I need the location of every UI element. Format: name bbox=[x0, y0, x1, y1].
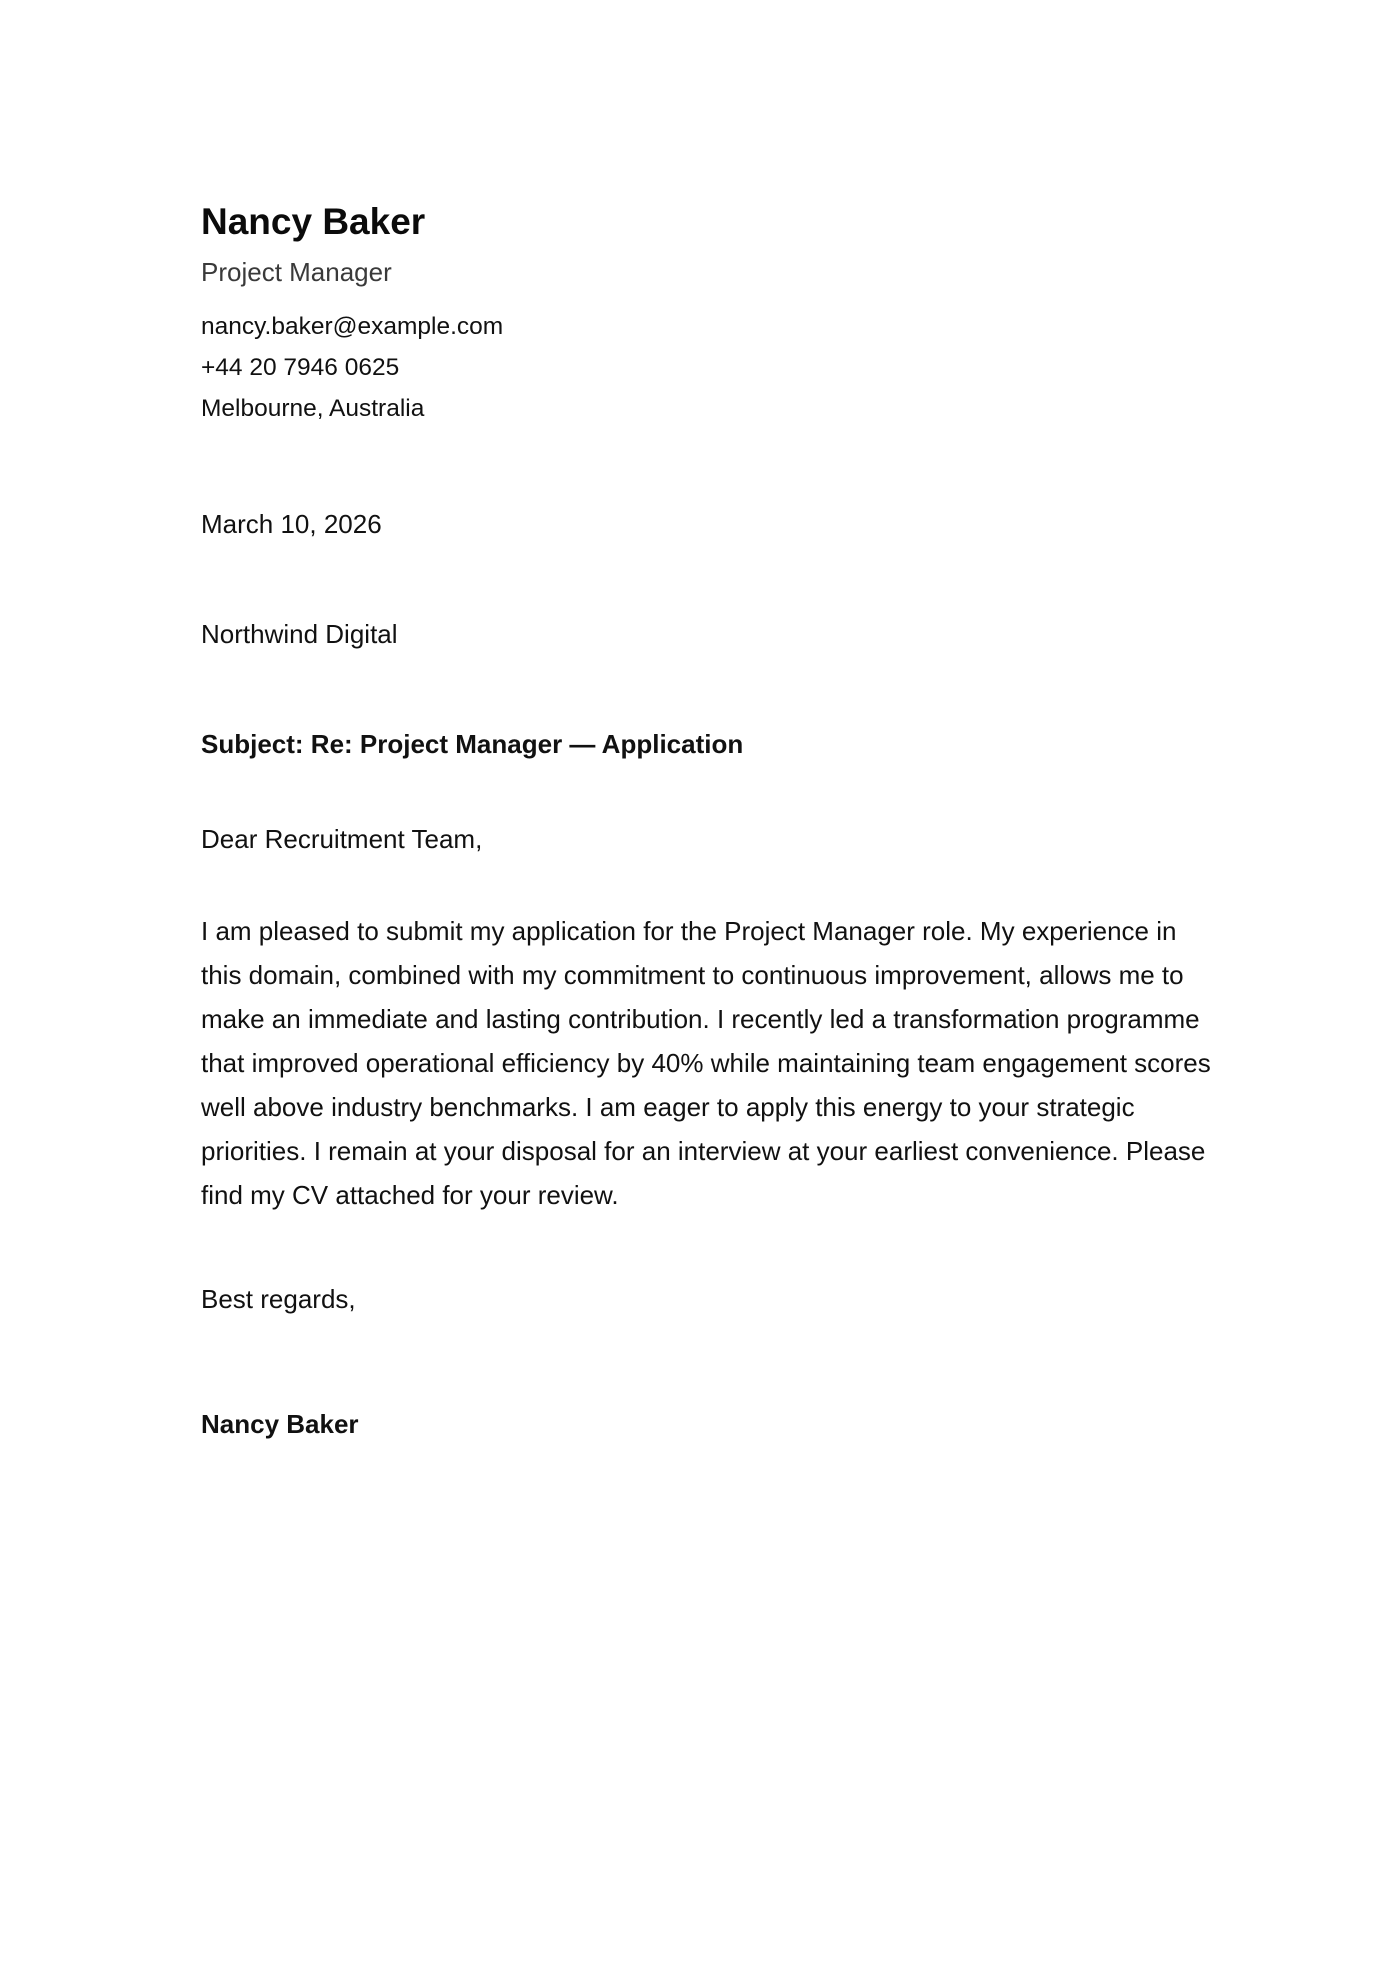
closing: Best regards, bbox=[201, 1284, 356, 1315]
cover-letter bbox=[201, 200, 1211, 1440]
sender-header bbox=[201, 200, 1201, 429]
letter-subject: Subject: Re: Project Manager — Application bbox=[201, 728, 744, 759]
letter-date: March 10, 2026 bbox=[201, 508, 382, 539]
contact-details bbox=[201, 306, 1201, 429]
sender-name: Nancy Baker bbox=[201, 201, 426, 242]
signature-name: Nancy Baker bbox=[201, 1408, 359, 1439]
recipient-company: Northwind Digital bbox=[201, 618, 398, 649]
salutation: Dear Recruitment Team, bbox=[201, 824, 483, 855]
letter-body: I am pleased to submit my application for the Project Manager role. My experience in this domain, combined with my commitment to continuous improvement, allows me to make an immediate and lasting contribution. I recently led a transformation programme that improved operational efficiency by 40% while maintaining team engagement scores well above industry benchmarks. I am eager to apply this energy to your strategic priorities. I remain at your disposal for an interview at your earliest convenience. Please find my CV attached for your review. bbox=[201, 916, 1211, 1211]
sender-job-title: Project Manager bbox=[201, 257, 392, 288]
sender-email: nancy.baker@example.com bbox=[201, 312, 504, 340]
sender-phone: +44 20 7946 0625 bbox=[201, 353, 400, 381]
sender-location: Melbourne, Australia bbox=[201, 394, 425, 422]
